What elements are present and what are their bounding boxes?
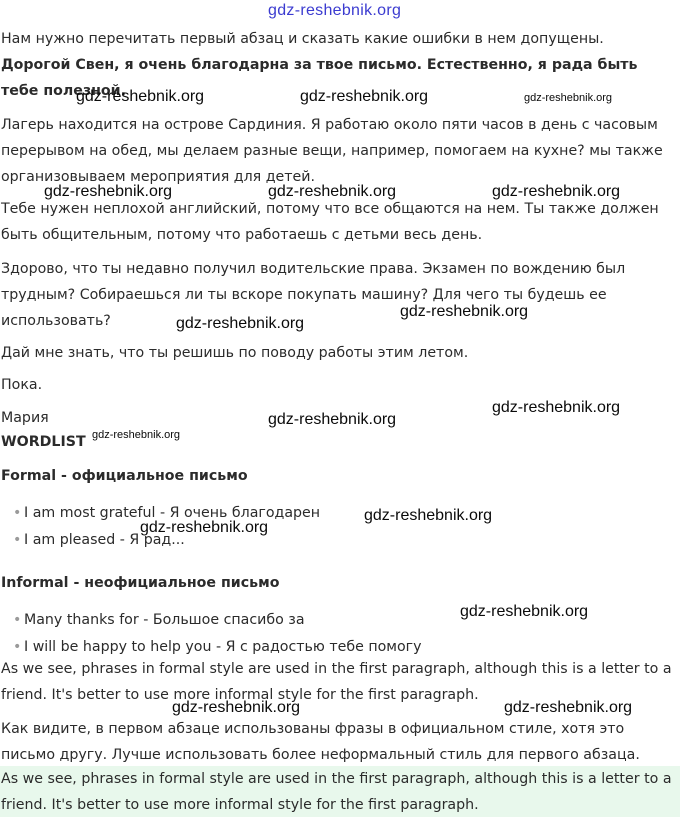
answer-english: As we see, phrases in formal style are used in the first paragraph, although this is a letter to a friend. It's better to use more informal style for the first paragraph. <box>1 661 672 703</box>
answer-russian: Как видите, в первом абзаце использованы фразы в официальном стиле, хотя это письмо другу. Лучше использовать более неформальный стиль для первого абзаца. <box>1 721 640 763</box>
informal-item: • I will be happy to help you - Я с радостью тебе помогу <box>13 634 422 660</box>
formal-item: • I am most grateful - Я очень благодарен <box>13 500 320 526</box>
watermark: gdz-reshebnik.org <box>492 399 621 416</box>
letter-paragraph-1: Лагерь находится на острове Сардиния. Я работаю около пяти часов в день с часовым перерывом на обед, мы делаем разные вещи, например, помогаем на кухне? мы также организовываем мероприятия для детей. <box>1 117 663 185</box>
letter-paragraph-4: Дай мне знать, что ты решишь по поводу работы этим летом. <box>1 345 469 361</box>
formal-item: • I am pleased - Я рад... <box>13 527 185 553</box>
letter-bye: Пока. <box>1 377 43 393</box>
watermark: gdz-reshebnik.org <box>364 507 493 524</box>
letter-greeting: Дорогой Свен, я очень благодарна за твое письмо. Естественно, я рада быть тебе полезной. <box>1 57 638 99</box>
formal-heading: Formal - официальное письмо <box>1 468 248 484</box>
wordlist-title: WORDLIST <box>1 434 86 450</box>
watermark: gdz-reshebnik.org <box>44 183 173 200</box>
watermark: gdz-reshebnik.org <box>176 315 305 332</box>
watermark: gdz-reshebnik.org <box>504 699 633 716</box>
watermark-top: gdz-reshebnik.org <box>268 2 402 19</box>
watermark: gdz-reshebnik.org <box>300 88 429 105</box>
watermark: gdz-reshebnik.org <box>524 92 613 104</box>
informal-heading: Informal - неофициальное письмо <box>1 575 280 591</box>
letter-paragraph-3: Здорово, что ты недавно получил водительские права. Экзамен по вождению был трудным? Собираешься ли ты вскоре покупать машину? Для чего ты будешь ее использовать? <box>1 261 626 329</box>
watermark: gdz-reshebnik.org <box>268 411 397 428</box>
answer-english-highlighted: As we see, phrases in formal style are used in the first paragraph, although this is a letter to a friend. It's better to use more informal style for the first paragraph. <box>1 771 672 813</box>
watermark: gdz-reshebnik.org <box>400 303 529 320</box>
watermark: gdz-reshebnik.org <box>92 429 181 441</box>
watermark: gdz-reshebnik.org <box>492 183 621 200</box>
intro-text: Нам нужно перечитать первый абзац и сказать какие ошибки в нем допущены. <box>1 31 604 47</box>
watermark: gdz-reshebnik.org <box>76 88 205 105</box>
letter-signature: Мария <box>1 410 49 426</box>
watermark: gdz-reshebnik.org <box>140 519 269 536</box>
informal-item: • Many thanks for - Большое спасибо за <box>13 607 305 633</box>
letter-paragraph-2: Тебе нужен неплохой английский, потому что все общаются на нем. Ты также должен быть общительным, потому что работаешь с детьми весь день. <box>1 201 659 243</box>
watermark: gdz-reshebnik.org <box>460 603 589 620</box>
watermark: gdz-reshebnik.org <box>172 699 301 716</box>
watermark: gdz-reshebnik.org <box>268 183 397 200</box>
